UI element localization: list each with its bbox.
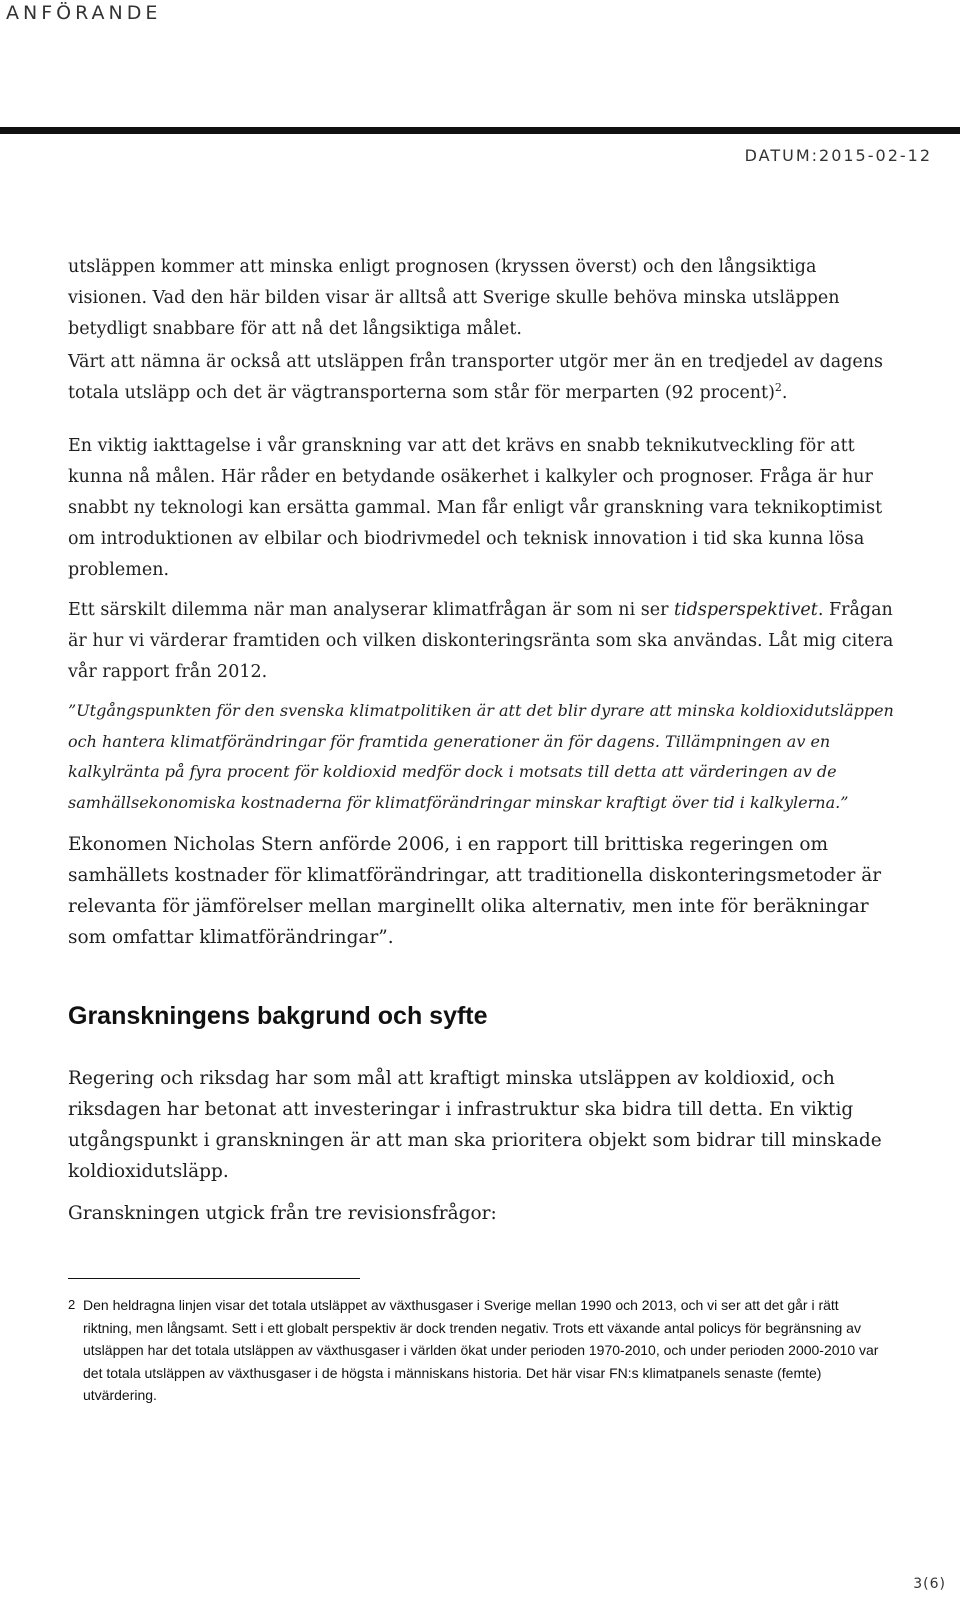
footnote-divider (68, 1278, 360, 1279)
report-quote: ”Utgångspunkten för den svenska klimatpolitiken är att det blir dyrare att minska koldioxidutsläppen och hantera klimatförändringar för framtida generationer än för dagens. Tillämpningen av en kalkylränta på fyra procent för koldioxid medför dock i motsats till detta att värderingen av de samhällsekonomiska kostnaderna för klimatförändringar minskar kraftigt över tid i kalkylerna.” (68, 701, 894, 812)
footnote-reference[interactable]: 2 (774, 381, 782, 395)
paragraph-3: En viktig iakttagelse i vår granskning var att det krävs en snabb teknikutveckling för att kunna nå målen. Här råder en betydande osäkerhet i kalkyler och prognoser. Fråga är hur snabbt ny teknologi kan ersätta gammal. Man får enligt vår granskning vara teknikoptimist om introduktionen av elbilar och biodrivmedel och teknisk innovation i tid ska kunna lösa problemen. (68, 436, 883, 580)
paragraph-4-start: Ett särskilt dilemma när man analyserar klimatfrågan är som ni ser (68, 600, 675, 620)
paragraph-4 (68, 595, 898, 688)
page-number: 3(6) (913, 1576, 946, 1592)
paragraph-1: utsläppen kommer att minska enligt prognosen (kryssen överst) och den långsiktiga visionen. Vad den här bilden visar är alltså att Sverige skulle behöva minska utsläppen betydligt snabbare för att nå det långsiktiga målet. (68, 257, 840, 339)
paragraph-5: Ekonomen Nicholas Stern anförde 2006, i en rapport till brittiska regeringen om samhällets kostnader för klimatförändringar, att traditionella diskonteringsmetoder är relevanta för jämförelser mellan marginellt olika alternativ, men inte för beräkningar som omfattar klimatförändringar”. (68, 834, 882, 948)
paragraph-4-end: . Frågan är hur vi värderar framtiden och vilken diskonteringsränta som ska användas. Låt mig citera vår rapport från 2012. (68, 600, 894, 682)
paragraph-4-emphasis: tidsperspektivet (674, 600, 818, 620)
header-divider (0, 127, 960, 134)
paragraph-2-text: Värt att nämna är också att utsläppen från transporter utgör mer än en tredjedel av dagens totala utsläpp och det är vägtransporterna som står för merparten (92 procent) (68, 352, 884, 403)
paragraph-2-end: . (781, 383, 788, 403)
footnote-text: Den heldragna linjen visar det totala utsläppet av växthusgaser i Sverige mellan 1990 och 2013, och vi ser att det går i rätt riktning, men långsamt. Sett i ett globalt perspektiv är dock trenden negativ. Trots ett växande antal policys för begränsning av utsläppen har det totala utsläppen av växthusgaser i världen ökat under perioden 1970-2010, och under perioden 2000-2010 var det totala utsläppen av växthusgaser i de högsta i människans historia. Det här visar FN:s klimatpanels senaste (femte) utvärdering. (83, 1297, 879, 1403)
paragraph-7: Granskningen utgick från tre revisionsfrågor: (68, 1203, 497, 1224)
document-header-title: ANFÖRANDE (6, 2, 162, 24)
paragraph-2 (68, 347, 898, 409)
footnote-number: 2 (68, 1297, 76, 1312)
paragraph-6: Regering och riksdag har som mål att kraftigt minska utsläppen av koldioxid, och riksdagen har betonat att investeringar i infrastruktur ska bidra till detta. En viktig utgångspunkt i granskningen är att man ska prioritera objekt som bidrar till minskade koldioxidutsläpp. (68, 1068, 882, 1182)
document-date: DATUM:2015-02-12 (744, 146, 932, 165)
section-heading: Granskningens bakgrund och syfte (68, 1002, 488, 1030)
footnote (68, 1294, 888, 1407)
